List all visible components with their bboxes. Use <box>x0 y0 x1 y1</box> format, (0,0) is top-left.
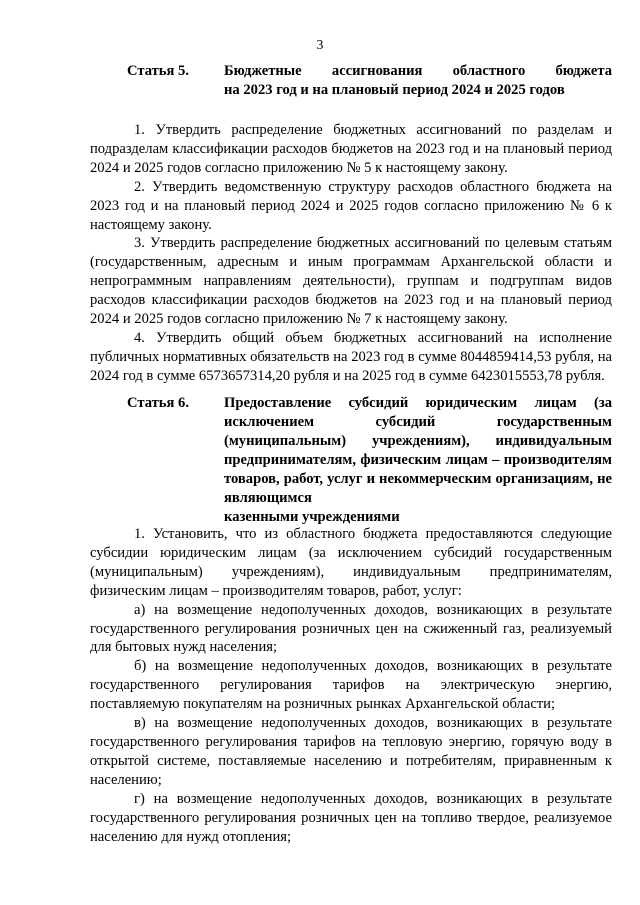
page-number: 3 <box>316 37 324 52</box>
article-6-heading <box>127 394 612 527</box>
article-6-title-last: казенными учреждениями <box>224 509 400 525</box>
article-6-title <box>224 394 612 527</box>
article-5-title <box>224 62 612 100</box>
article-5-paragraph-1: 1. Утвердить распределение бюджетных ассигнований по разделам и подразделам классификации расходов бюджетов на 2023 год и на плановый период 2024 и 2025 годов согласно приложению № 5 к настоящему закону. <box>90 122 612 176</box>
article-6-item-b: б) на возмещение недополученных доходов, возникающих в результате государственного регулирования тарифов на электрическую энергию, поставляемую покупателям на розничных рынках Архангельской области; <box>90 658 612 713</box>
article-5-title-line-1: Бюджетные ассигнования областного бюджета <box>224 63 612 79</box>
article-5-number: Статья 5. <box>127 63 189 79</box>
article-6-item-a: а) на возмещение недополученных доходов, возникающих в результате государственного регулирования розничных цен на сжиженный газ, реализуемый для бытовых нужд населения; <box>90 601 612 656</box>
article-5-paragraph-3: 3. Утвердить распределение бюджетных ассигнований по целевым статьям (государственным, адресным и иным программам Архангельской области и непрограммным направлениям деятельности), группам и подгруппам видов расходов классификации расходов бюджетов на 2023 год и на плановый период 2024 и 2025 годов согласно приложению № 7 к настоящему закону. <box>90 235 612 328</box>
article-6-paragraph-1: 1. Установить, что из областного бюджета предоставляются следующие субсидии юридическим лицам (за исключением субсидий государственным (муниципальным) учреждениям), индивидуальным предпринимателям, физическим лицам – производителям товаров, работ, услуг: <box>90 526 612 599</box>
article-6-item-c: в) на возмещение недополученных доходов, возникающих в результате государственного регулирования тарифов на тепловую энергию, горячую воду в открытой системе, поставляемые населению и потребителям, приравненным к населению; <box>90 715 612 788</box>
article-6-title-main: Предоставление субсидий юридическим лицам (за исключением субсидий государственным (муниципальным) учреждениям), индивидуальным предпринимателям, физическим лицам – производителям товаров, работ, услуг и некоммерческим организациям, не являющимся <box>224 395 612 506</box>
article-5-paragraph-4: 4. Утвердить общий объем бюджетных ассигнований на исполнение публичных нормативных обязательств на 2023 год в сумме 8044859414,53 рубля, на 2024 год в сумме 6573657314,20 рубля и на 2025 год в сумме 6423015553,78 рубля. <box>90 329 612 384</box>
article-6-number: Статья 6. <box>127 395 189 411</box>
article-5-title-line-2: на 2023 год и на плановый период 2024 и 2025 годов <box>224 82 565 98</box>
article-6-item-d: г) на возмещение недополученных доходов, возникающих в результате государственного регулирования розничных цен на топливо твердое, реализуемое населению для нужд отопления; <box>90 790 612 845</box>
article-6-body <box>90 525 612 846</box>
article-5-paragraph-2: 2. Утвердить ведомственную структуру расходов областного бюджета на 2023 год и на плановый период 2024 и 2025 годов согласно приложению № 6 к настоящему закону. <box>90 178 612 233</box>
article-5-heading <box>127 62 612 100</box>
article-5-body <box>90 121 612 386</box>
